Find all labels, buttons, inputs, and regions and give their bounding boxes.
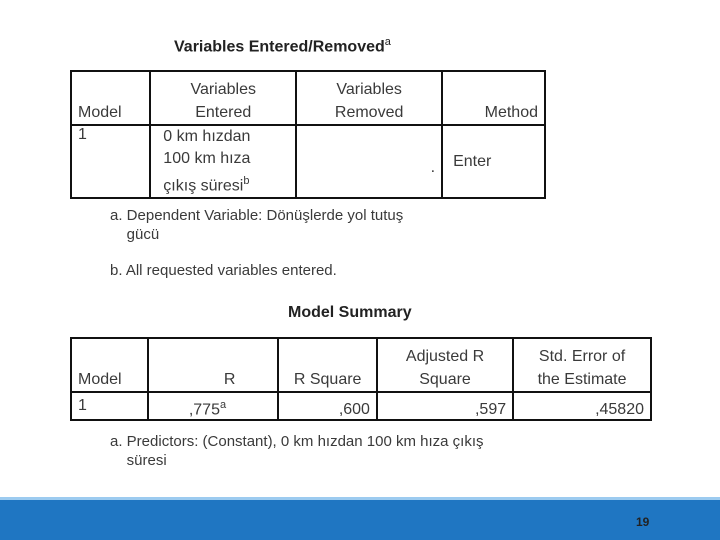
table1-cell-entered-text: 0 km hızdan 100 km hıza çıkış süresi: [163, 128, 251, 195]
table2-cell-adj-r-square: ,597: [377, 392, 513, 420]
table2-cell-r-square: ,600: [278, 392, 377, 420]
table2-cell-r-sup: a: [219, 398, 227, 411]
table1-footnote-b: b. All requested variables entered.: [110, 262, 337, 279]
table1-cell-removed: .: [296, 125, 442, 198]
variables-entered-table: [70, 70, 546, 199]
table2-cell-model: 1: [71, 392, 148, 420]
table1-cell-entered: [150, 125, 296, 198]
table1-cell-method: Enter: [442, 125, 545, 198]
table1-header-entered: Variables Entered: [150, 71, 296, 125]
table1-header-removed: Variables Removed: [296, 71, 442, 125]
table1-title-sup: a: [384, 36, 391, 48]
table2-cell-r: [148, 392, 279, 420]
table2-header-adj-r-square: Adjusted R Square: [377, 338, 513, 392]
table1-header-row: [71, 71, 545, 125]
table2-cell-r-text: ,775: [188, 401, 220, 418]
table1-header-method: Method: [442, 71, 545, 125]
model-summary-table: [70, 337, 652, 421]
table1-footnote-a: a. Dependent Variable: Dönüşlerde yol tutuş gücü: [110, 207, 404, 243]
table2-title: Model Summary: [288, 304, 412, 321]
table1-title: [174, 36, 391, 56]
table1-cell-entered-sup: b: [243, 175, 250, 187]
table2-header-model: Model: [71, 338, 148, 392]
table2-cell-std-error: ,45820: [513, 392, 651, 420]
table2-header-r: R: [148, 338, 279, 392]
table1-cell-model: 1: [71, 125, 150, 198]
table2-footnote-a: a. Predictors: (Constant), 0 km hızdan 100 km hıza çıkış süresi: [110, 433, 484, 469]
table1-data-row: [71, 125, 545, 198]
footer-bar: [0, 500, 720, 540]
table2-data-row: [71, 392, 651, 420]
table2-header-r-square: R Square: [278, 338, 377, 392]
table1-header-model: Model: [71, 71, 150, 125]
table2-header-std-error: Std. Error of the Estimate: [513, 338, 651, 392]
page-number: 19: [636, 515, 650, 529]
table2-header-row: [71, 338, 651, 392]
table1-title-text: Variables Entered/Removed: [174, 38, 385, 56]
